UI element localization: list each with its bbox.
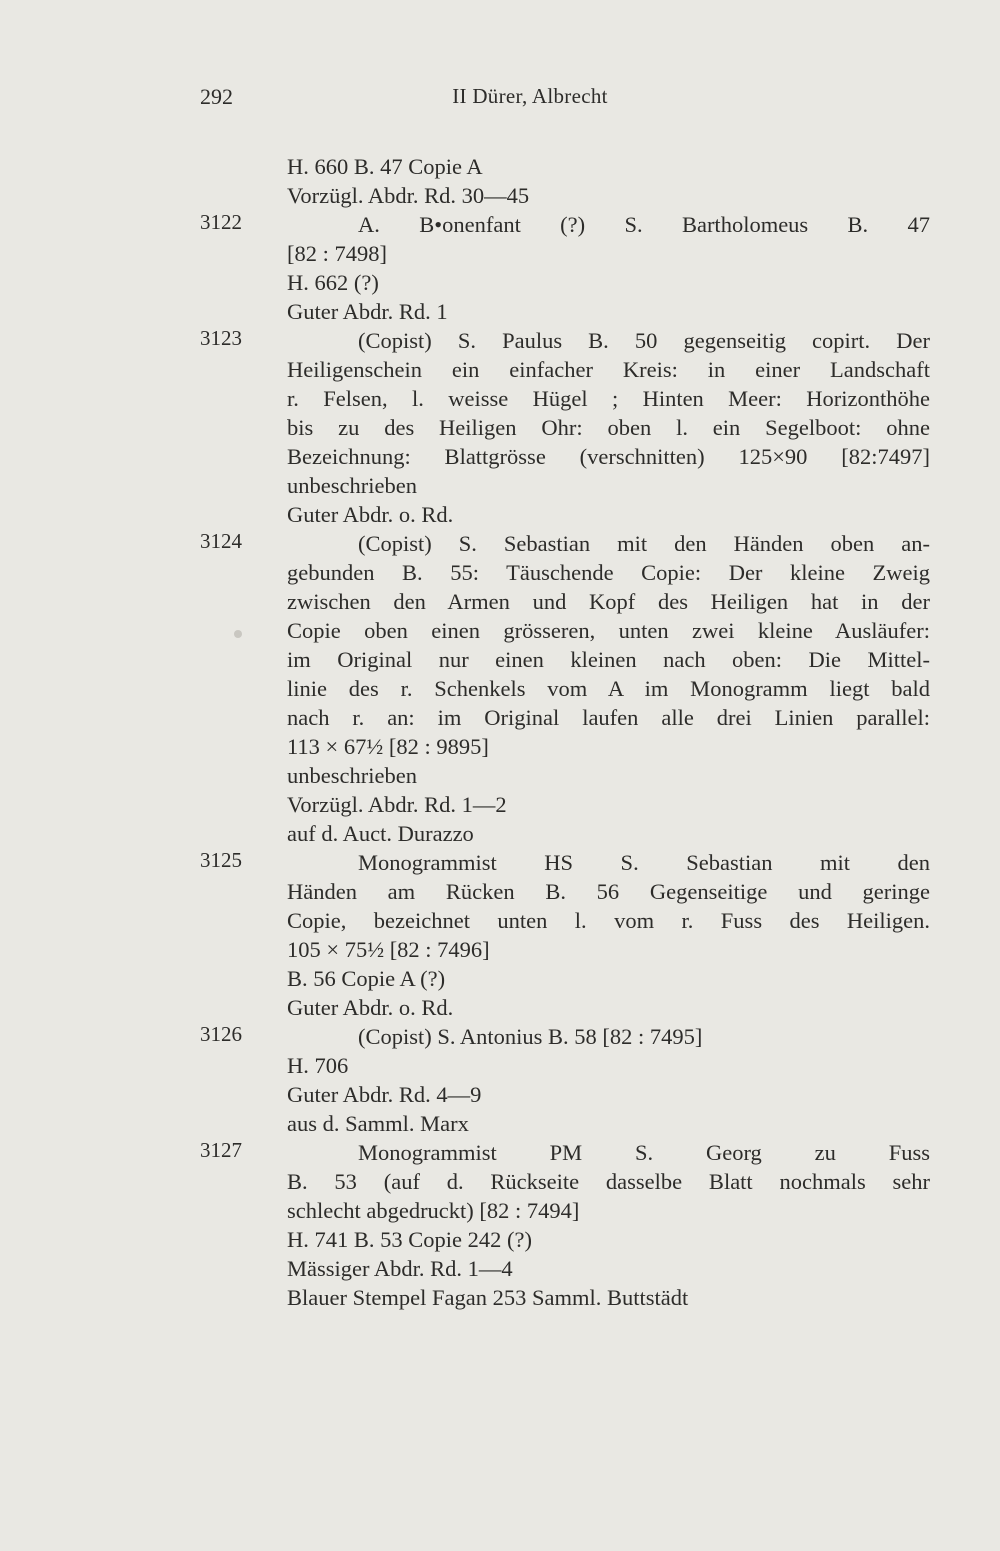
text-line: Heiligenschein ein einfacher Kreis: in einer Landschaft — [287, 357, 930, 382]
entry-number: 3124 — [200, 529, 242, 553]
text-line: linie des r. Schenkels vom A im Monogramm liegt bald — [287, 676, 930, 701]
text-line: zwischen den Armen und Kopf des Heiligen hat in der — [287, 589, 930, 614]
text-line: H. 660 B. 47 Copie A — [287, 154, 483, 179]
text-line: unbeschrieben — [287, 763, 417, 788]
text-line: im Original nur einen kleinen nach oben: Die Mittel- — [287, 647, 930, 672]
entry-number: 3127 — [200, 1138, 242, 1162]
catalogue-entry-3127 — [200, 1138, 930, 1312]
entry-number: 3126 — [200, 1022, 242, 1046]
continued-entry — [200, 152, 930, 210]
text-line: Händen am Rücken B. 56 Gegenseitige und geringe — [287, 879, 930, 904]
text-line: gebunden B. 55: Täuschende Copie: Der kleine Zweig — [287, 560, 930, 585]
entry-title-line: Monogrammist HS S. Sebastian mit den — [358, 850, 930, 875]
entry-number: 3125 — [200, 848, 242, 872]
text-line: Vorzügl. Abdr. Rd. 1—2 — [287, 792, 507, 817]
page-header — [200, 84, 930, 114]
text-line: H. 706 — [287, 1053, 349, 1078]
text-line: aus d. Samml. Marx — [287, 1111, 469, 1136]
text-line: unbeschrieben — [287, 473, 417, 498]
entry-title-line: (Copist) S. Paulus B. 50 gegenseitig copirt. Der — [358, 328, 930, 353]
text-line: Bezeichnung: Blattgrösse (verschnitten) 125×90 [82:7497] — [287, 444, 930, 469]
catalogue-entry-3126 — [200, 1022, 930, 1138]
entry-title-line: Monogrammist PM S. Georg zu Fuss — [358, 1140, 930, 1165]
text-line: auf d. Auct. Durazzo — [287, 821, 474, 846]
text-line: Blauer Stempel Fagan 253 Samml. Buttstädt — [287, 1285, 689, 1310]
text-line: 105 × 75½ [82 : 7496] — [287, 937, 490, 962]
text-line: Vorzügl. Abdr. Rd. 30—45 — [287, 183, 530, 208]
text-line: Guter Abdr. Rd. 1 — [287, 299, 448, 324]
entry-number: 3122 — [200, 210, 242, 234]
paper-smudge — [234, 630, 242, 638]
entry-title-line: (Copist) S. Antonius B. 58 [82 : 7495] — [358, 1024, 703, 1049]
text-line: Copie oben einen grösseren, unten zwei kleine Ausläufer: — [287, 618, 930, 643]
entry-number: 3123 — [200, 326, 242, 350]
text-line: Guter Abdr. Rd. 4—9 — [287, 1082, 482, 1107]
text-line: schlecht abgedruckt) [82 : 7494] — [287, 1198, 580, 1223]
catalogue-entry-3122 — [200, 210, 930, 326]
catalogue-entry-3123 — [200, 326, 930, 529]
running-title: II Dürer, Albrecht — [452, 84, 608, 108]
catalogue-entry-3125 — [200, 848, 930, 1022]
text-line: H. 741 B. 53 Copie 242 (?) — [287, 1227, 532, 1252]
page-number: 292 — [200, 84, 233, 109]
text-line: bis zu des Heiligen Ohr: oben l. ein Segelboot: ohne — [287, 415, 930, 440]
text-line: r. Felsen, l. weisse Hügel ; Hinten Meer: Horizonthöhe — [287, 386, 930, 411]
text-line: H. 662 (?) — [287, 270, 379, 295]
text-line: Copie, bezeichnet unten l. vom r. Fuss des Heiligen. — [287, 908, 930, 933]
text-line: B. 56 Copie A (?) — [287, 966, 446, 991]
text-line: Guter Abdr. o. Rd. — [287, 995, 454, 1020]
text-line: [82 : 7498] — [287, 241, 387, 266]
text-line: nach r. an: im Original laufen alle drei Linien parallel: — [287, 705, 930, 730]
catalogue-body — [200, 152, 930, 1312]
catalogue-entry-3124 — [200, 529, 930, 848]
text-line: Guter Abdr. o. Rd. — [287, 502, 454, 527]
text-line: 113 × 67½ [82 : 9895] — [287, 734, 489, 759]
entry-title-line: (Copist) S. Sebastian mit den Händen oben an- — [358, 531, 930, 556]
entry-title-line: A. B•onenfant (?) S. Bartholomeus B. 47 — [358, 212, 930, 237]
text-line: Mässiger Abdr. Rd. 1—4 — [287, 1256, 513, 1281]
text-line: B. 53 (auf d. Rückseite dasselbe Blatt nochmals sehr — [287, 1169, 930, 1194]
